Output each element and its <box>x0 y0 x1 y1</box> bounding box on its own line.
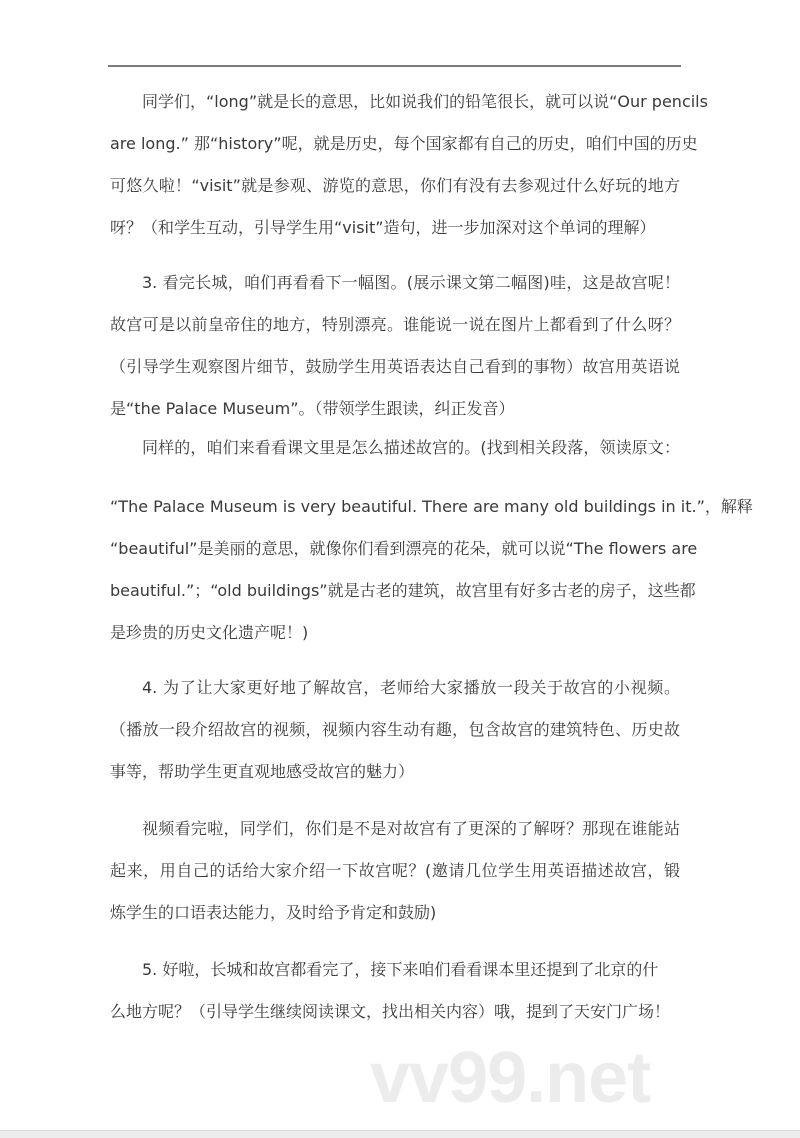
paragraph-vocabulary-long-history-visit <box>110 81 708 249</box>
text-line: 视频看完啦，同学们，你们是不是对故宫有了更深的了解呀？那现在谁能站 <box>142 819 680 838</box>
text-line: “The Palace Museum is very beautiful. There are many old buildings in it.”，解释 <box>110 497 753 516</box>
text-line: beautiful.”；“old buildings”就是古老的建筑，故宫里有好多古老的房子，这些都 <box>110 581 696 600</box>
text-line: “beautiful”是美丽的意思，就像你们看到漂亮的花朵，就可以说“The flowers are <box>110 539 698 558</box>
text-line: 是珍贵的历史文化遗产呢！) <box>110 623 309 642</box>
text-line: 4. 为了让大家更好地了解故宫，老师给大家播放一段关于故宫的小视频。 <box>142 678 680 697</box>
paragraph-palace-museum-text <box>110 427 753 654</box>
text-line: 是“the Palace Museum”。（带领学生跟读，纠正发音） <box>110 399 515 418</box>
text-line: 么地方呢？（引导学生继续阅读课文，找出相关内容）哦，提到了天安门广场！ <box>110 1002 671 1021</box>
text-line: 呀？（和学生互动，引导学生用“visit”造句，进一步加深对这个单词的理解） <box>110 218 656 237</box>
text-line: 炼学生的口语表达能力，及时给予肯定和鼓励) <box>110 903 437 922</box>
paragraph-step-5 <box>110 949 680 1033</box>
header-rule <box>108 65 681 67</box>
paragraph-step-4 <box>110 667 680 793</box>
text-line: 同样的，咱们来看看课文里是怎么描述故宫的。(找到相关段落，领读原文： <box>142 438 680 457</box>
text-line: are long.” 那“history”呢，就是历史，每个国家都有自己的历史，咱们中国的历史 <box>110 134 698 153</box>
paragraph-step-3 <box>110 262 680 430</box>
watermark: vv99.net <box>370 1038 651 1118</box>
paragraph-video-followup <box>110 808 680 934</box>
text-line: 3. 看完长城，咱们再看看下一幅图。(展示课文第二幅图)哇，这是故宫呢！ <box>142 273 680 292</box>
text-line: 故宫可是以前皇帝住的地方，特别漂亮。谁能说一说在图片上都看到了什么呀？ <box>110 315 680 334</box>
text-line: 同学们，“long”就是长的意思，比如说我们的铅笔很长，就可以说“Our pencils <box>142 92 708 111</box>
text-line: （引导学生观察图片细节，鼓励学生用英语表达自己看到的事物）故宫用英语说 <box>110 357 680 376</box>
text-line: （播放一段介绍故宫的视频，视频内容生动有趣，包含故宫的建筑特色、历史故 <box>110 720 680 739</box>
text-line: 事等，帮助学生更直观地感受故宫的魅力） <box>110 762 415 781</box>
text-line: 5. 好啦，长城和故宫都看完了，接下来咱们看看课本里还提到了北京的什 <box>142 960 659 979</box>
text-line: 可悠久啦！“visit”就是参观、游览的意思，你们有没有去参观过什么好玩的地方 <box>110 176 680 195</box>
text-line: 起来，用自己的话给大家介绍一下故宫呢？(邀请几位学生用英语描述故宫，锻 <box>110 861 680 880</box>
